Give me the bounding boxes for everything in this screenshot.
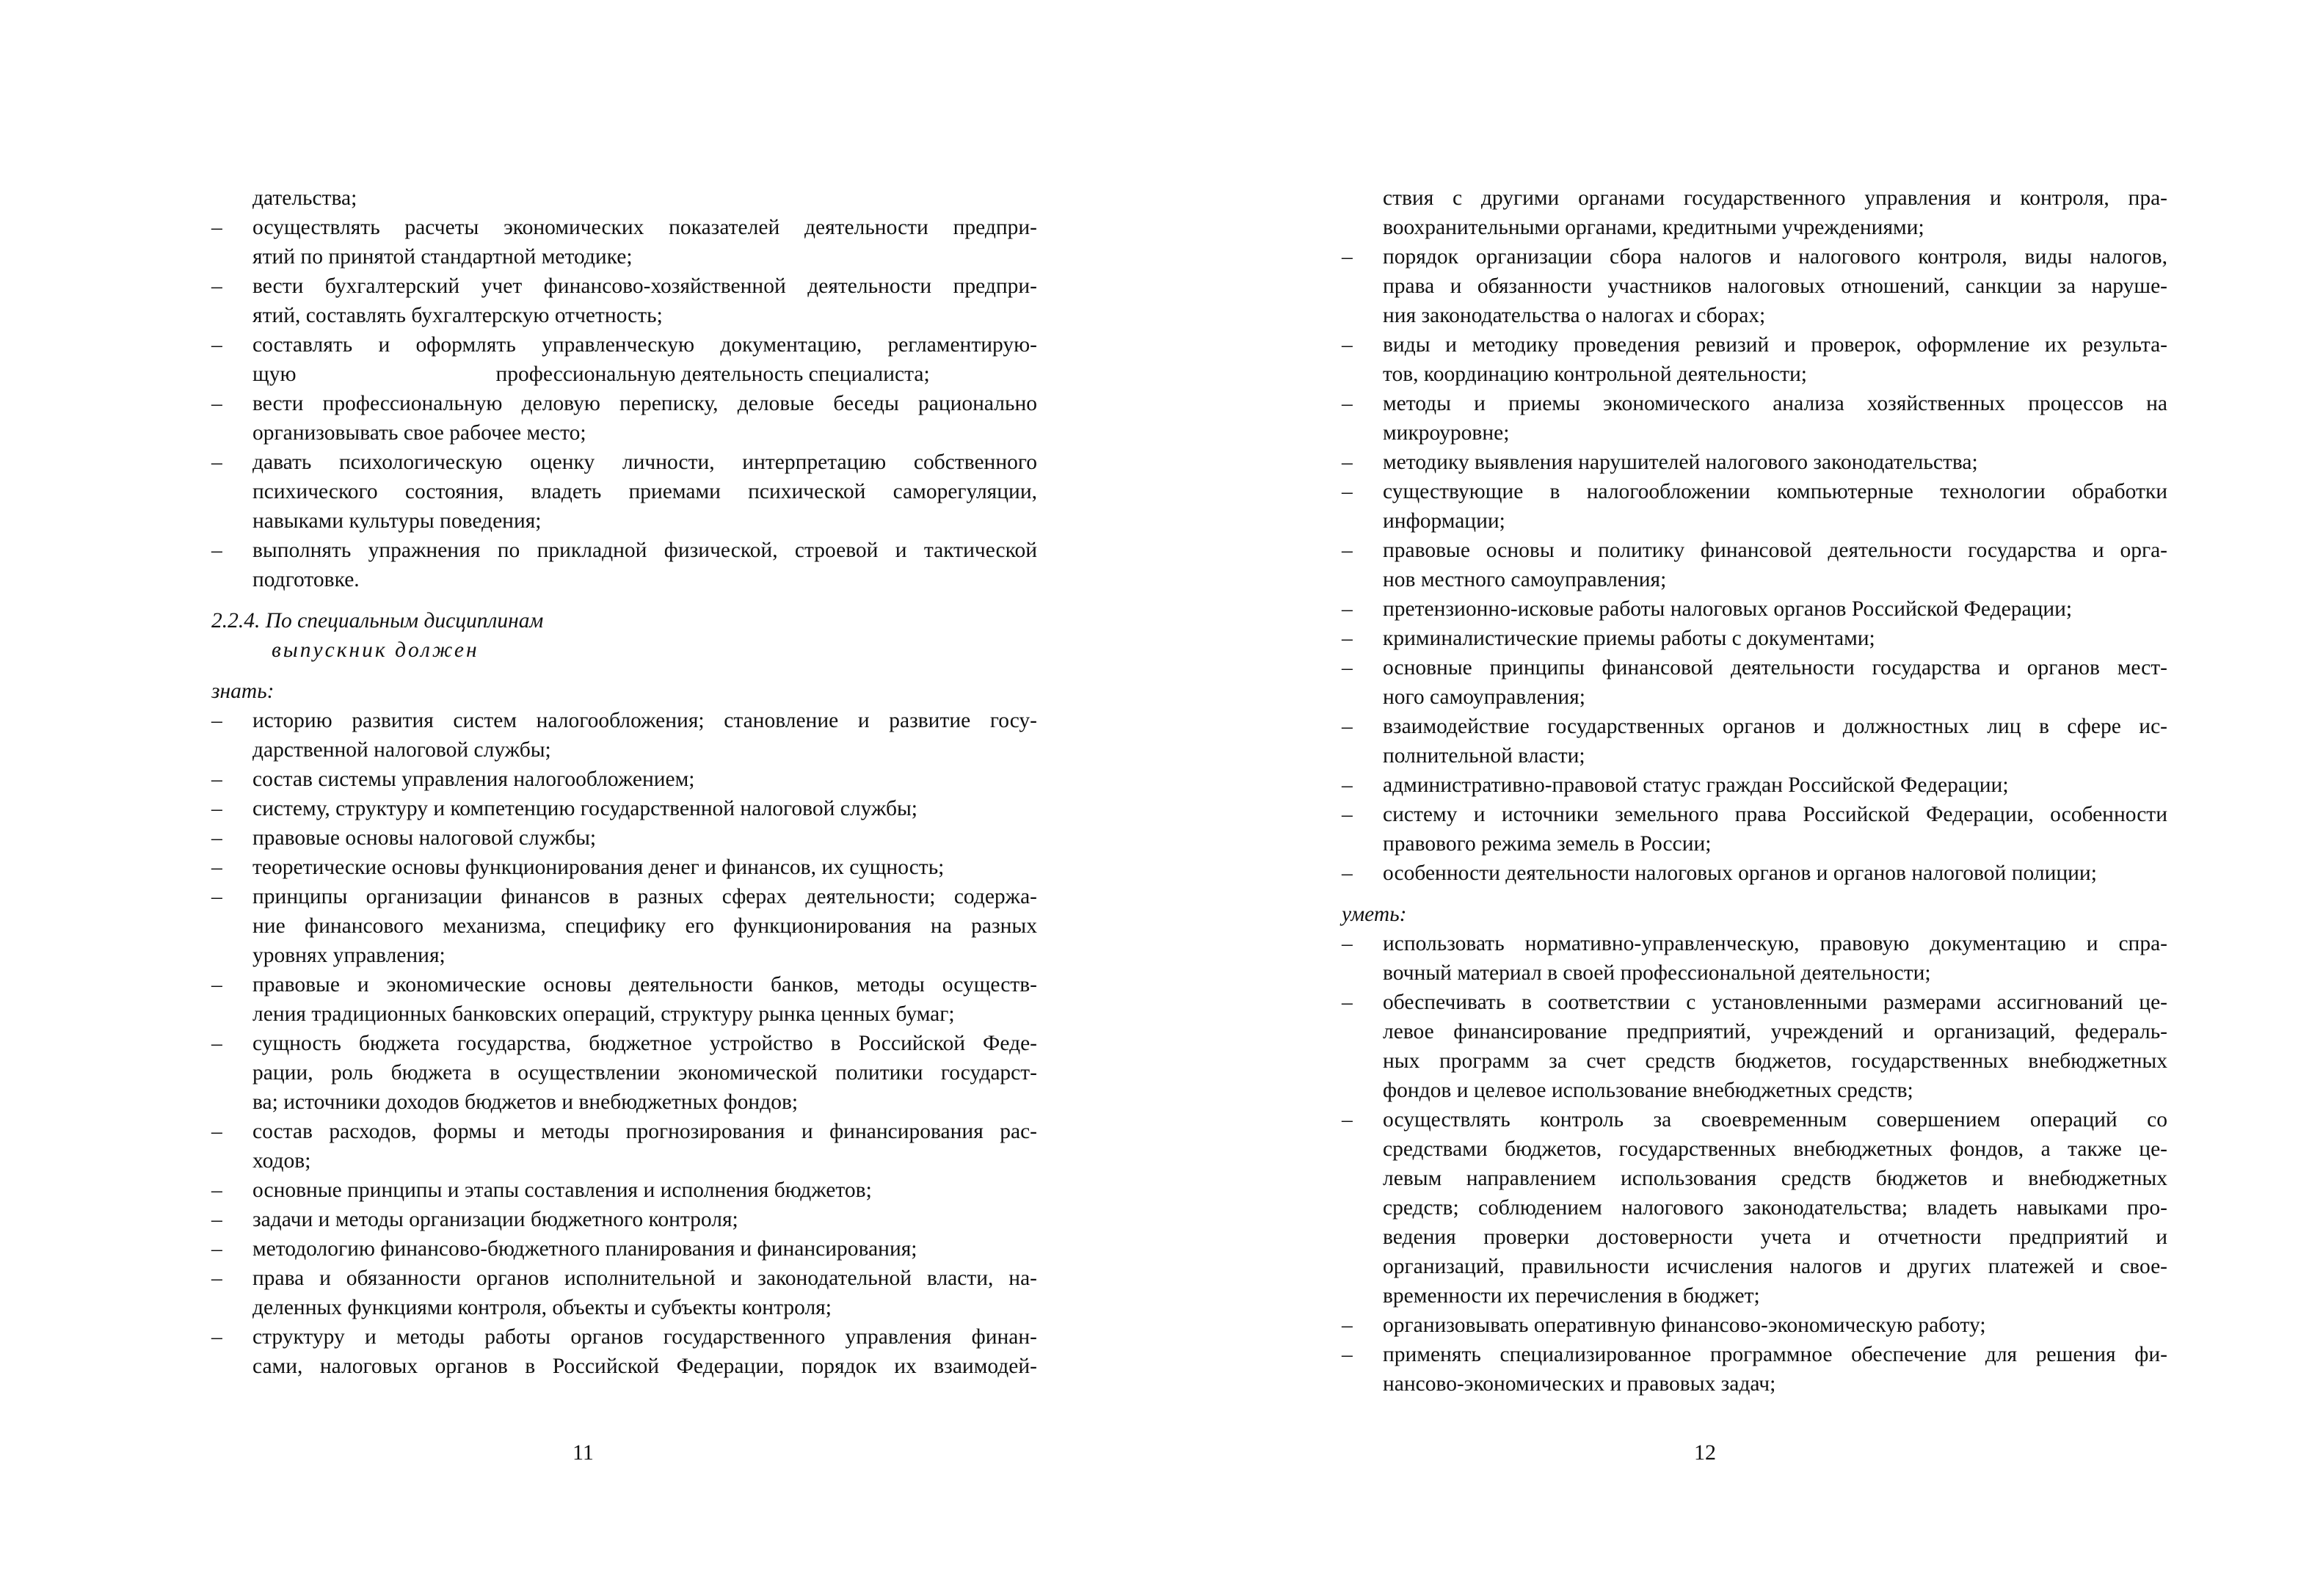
page-right [1342,183,2167,1399]
list-item [211,1234,1037,1264]
text-line: давать психологическую оценку личности, интерпретацию собственного [252,451,1037,474]
text-line: дательства; [252,186,357,210]
page-number-left: 11 [572,1440,594,1465]
text-line: криминалистические приемы работы с документами; [1383,627,1875,650]
text-line: микроуровне; [1383,421,1510,445]
text-line: рации, роль бюджета в осуществлении экономической политики государст- [252,1061,1037,1085]
text-line: средств; соблюдением налогового законодательства; владеть навыками про- [1383,1196,2167,1220]
text-line: основные принципы финансовой деятельности государства и органов мест- [1383,656,2167,679]
list-item [211,1176,1037,1205]
text-line: информации; [1383,509,1505,533]
dash-bullet: – [211,1237,222,1261]
list-item [1342,653,2167,712]
list-item [1342,859,2167,888]
dash-bullet: – [1342,991,1353,1014]
list-item [1342,477,2167,536]
text-line: сущность бюджета государства, бюджетное устройство в Российской Феде- [252,1032,1037,1055]
text-line: нансово-экономических и правовых задач; [1383,1372,1776,1396]
text-line: сами, налоговых органов в Российской Федерации, порядок их взаимодей- [252,1355,1037,1378]
dash-bullet: – [1342,803,1353,826]
text-line [252,360,1037,389]
text-line: порядок организации сбора налогов и налогового контроля, виды налогов, [1383,245,2167,269]
dash-bullet: – [1342,597,1353,621]
text-line: претензионно-исковые работы налоговых органов Российской Федерации; [1383,597,2073,621]
dash-bullet: – [211,1032,222,1055]
text-line: права и обязанности органов исполнительной и законодательной власти, на- [252,1267,1037,1290]
dash-bullet: – [211,826,222,850]
list-item [1342,929,2167,988]
text-line: методику выявления нарушителей налогового законодательства; [1383,451,1978,474]
list-item [1342,988,2167,1105]
list-item [211,536,1037,594]
text-line: задачи и методы организации бюджетного контроля; [252,1208,738,1231]
text-line: вести бухгалтерский учет финансово-хозяйственной деятельности предпри- [252,274,1037,298]
text-line: ного самоуправления; [1383,685,1585,709]
text-fragment: щую [252,362,297,386]
dash-bullet: – [211,1178,222,1202]
text-line: ведения проверки достоверности учета и отчетности предприятий и [1383,1225,2167,1249]
dash-bullet: – [211,768,222,791]
text-line: дарственной налоговой службы; [252,738,551,762]
text-line: применять специализированное программное обеспечение для решения фи- [1383,1343,2167,1366]
list-item [211,823,1037,853]
list-item [1342,712,2167,770]
text-line: правовые и экономические основы деятельности банков, методы осуществ- [252,973,1037,996]
text-line: правовые основы и политику финансовой деятельности государства и орга- [1383,539,2167,562]
text-line: административно-правовой статус граждан Российской Федерации; [1383,773,2009,797]
text-line: права и обязанности участников налоговых отношений, санкции за наруше- [1383,274,2167,298]
dash-bullet: – [211,856,222,879]
list-item [1342,1311,2167,1340]
text-line: ния законодательства о налогах и сборах; [1383,304,1766,327]
dash-bullet: – [211,1325,222,1349]
text-line: уровнях управления; [252,944,446,967]
text-line: историю развития систем налогообложения; становление и развитие госу- [252,709,1037,732]
text-line: основные принципы и этапы составления и исполнения бюджетов; [252,1178,872,1202]
dash-bullet: – [1342,1108,1353,1132]
list-item [211,794,1037,823]
text-line: вести профессиональную деловую переписку, деловые беседы рационально [252,392,1037,415]
text-line: ных программ за счет средств бюджетов, государственных внебюджетных [1383,1049,2167,1073]
text-line: навыками культуры поведения; [252,509,542,533]
dash-bullet: – [1342,333,1353,357]
text-line: состав расходов, формы и методы прогнозирования и финансирования рас- [252,1120,1037,1143]
text-line: ва; источники доходов бюджетов и внебюджетных фондов; [252,1090,799,1114]
list-item [211,706,1037,765]
list-item [1342,770,2167,800]
list-item [1342,242,2167,330]
list-item [1342,624,2167,653]
list-heading-can: уметь: [1342,903,1407,926]
dash-bullet: – [1342,1343,1353,1366]
page-left [211,183,1037,1381]
dash-bullet: – [211,216,222,239]
text-line: организовывать свое рабочее место; [252,421,586,445]
text-line: использовать нормативно-управленческую, правовую документацию и спра- [1383,932,2167,955]
text-line: деленных функциями контроля, объекты и субъекты контроля; [252,1296,832,1319]
section-subheading: выпускник должен [272,638,479,662]
text-line: средствами бюджетов, государственных внебюджетных фондов, а также це- [1383,1137,2167,1161]
dash-bullet: – [1342,773,1353,797]
list-item [1342,448,2167,477]
dash-bullet: – [1342,715,1353,738]
list-item [1342,1105,2167,1311]
section-heading: 2.2.4. По специальным дисциплинам [211,609,544,633]
list-item [211,765,1037,794]
text-line: методы и приемы экономического анализа хозяйственных процессов на [1383,392,2167,415]
text-line: виды и методику проведения ревизий и проверок, оформление их результа- [1383,333,2167,357]
text-line: организаций, правильности исчисления налогов и других платежей и свое- [1383,1255,2167,1278]
text-fragment: профессиональную деятельность специалиста; [495,362,930,386]
text-line: воохранительными органами, кредитными учреждениями; [1383,216,1924,239]
dash-bullet: – [1342,539,1353,562]
list-item [211,389,1037,448]
dash-bullet: – [211,1267,222,1290]
text-line: подготовке. [252,568,360,591]
text-line: принципы организации финансов в разных сферах деятельности; содержа- [252,885,1037,908]
list-item [1342,594,2167,624]
list-item [211,1117,1037,1176]
dash-bullet: – [211,973,222,996]
list-item [211,1029,1037,1117]
list-item [211,1264,1037,1322]
dash-bullet: – [1342,480,1353,503]
page-number-right: 12 [1694,1440,1716,1465]
text-line: временности их перечисления в бюджет; [1383,1284,1760,1308]
dash-bullet: – [1342,245,1353,269]
dash-bullet: – [1342,932,1353,955]
text-line: выполнять упражнения по прикладной физической, строевой и тактической [252,539,1037,562]
list-item [1342,800,2167,859]
list-item [211,970,1037,1029]
text-line: организовывать оперативную финансово-экономическую работу; [1383,1313,1986,1337]
dash-bullet: – [1342,392,1353,415]
text-line: взаимодействие государственных органов и должностных лиц в сфере ис- [1383,715,2167,738]
text-line: методологию финансово-бюджетного планирования и финансирования; [252,1237,917,1261]
text-line: обеспечивать в соответствии с установленными размерами ассигнований це- [1383,991,2167,1014]
text-line: состав системы управления налогообложением; [252,768,695,791]
text-line: структуру и методы работы органов государственного управления финан- [252,1325,1037,1349]
dash-bullet: – [211,709,222,732]
text-line: ления традиционных банковских операций, структуру рынка ценных бумаг; [252,1002,955,1026]
list-item [1342,330,2167,389]
dash-bullet: – [211,1120,222,1143]
list-item [1342,389,2167,448]
list-item [1342,1340,2167,1399]
dash-bullet: – [211,392,222,415]
dash-bullet: – [211,274,222,298]
text-line: вочный материал в своей профессиональной деятельности; [1383,961,1931,985]
text-line: систему и источники земельного права Российской Федерации, особенности [1383,803,2167,826]
text-line: нов местного самоуправления; [1383,568,1667,591]
text-line: психического состояния, владеть приемами психической саморегуляции, [252,480,1037,503]
dash-bullet: – [1342,1313,1353,1337]
text-line: составлять и оформлять управленческую документацию, регламентирую- [252,333,1037,357]
dash-bullet: – [211,1208,222,1231]
dash-bullet: – [211,451,222,474]
dash-bullet: – [1342,861,1353,885]
list-item [211,853,1037,882]
text-line: существующие в налогообложении компьютерные технологии обработки [1383,480,2167,503]
list-item [211,1205,1037,1234]
list-item [1342,536,2167,594]
text-line: фондов и целевое использование внебюджетных средств; [1383,1079,1913,1102]
list-item [211,882,1037,970]
text-line: особенности деятельности налоговых органов и органов налоговой полиции; [1383,861,2097,885]
text-line: правовые основы налоговой службы; [252,826,597,850]
text-line: правового режима земель в России; [1383,832,1712,856]
list-item [211,448,1037,536]
dash-bullet: – [1342,627,1353,650]
text-line: ние финансового механизма, специфику его функционирования на разных [252,914,1037,938]
dash-bullet: – [211,539,222,562]
text-line: систему, структуру и компетенцию государственной налоговой службы; [252,797,917,820]
dash-bullet: – [211,333,222,357]
list-item [211,272,1037,330]
text-line: тов, координацию контрольной деятельности; [1383,362,1807,386]
dash-bullet: – [211,885,222,908]
text-line: осуществлять контроль за своевременным совершением операций со [1383,1108,2167,1132]
text-line: полнительной власти; [1383,744,1585,768]
dash-bullet: – [211,797,222,820]
list-item [211,213,1037,272]
list-item [211,1322,1037,1381]
dash-bullet: – [1342,451,1353,474]
text-line: левое финансирование предприятий, учреждений и организаций, федераль- [1383,1020,2167,1043]
text-line: ятий по принятой стандартной методике; [252,245,633,269]
text-line: ствия с другими органами государственного управления и контроля, пра- [1383,186,2167,210]
list-item [211,330,1037,389]
text-line: ходов; [252,1149,311,1173]
text-line: теоретические основы функционирования денег и финансов, их сущность; [252,856,945,879]
text-line: левым направлением использования средств бюджетов и внебюджетных [1383,1167,2167,1190]
list-heading-know: знать: [211,679,275,703]
text-line: ятий, составлять бухгалтерскую отчетность; [252,304,663,327]
dash-bullet: – [1342,656,1353,679]
text-line: осуществлять расчеты экономических показателей деятельности предпри- [252,216,1037,239]
